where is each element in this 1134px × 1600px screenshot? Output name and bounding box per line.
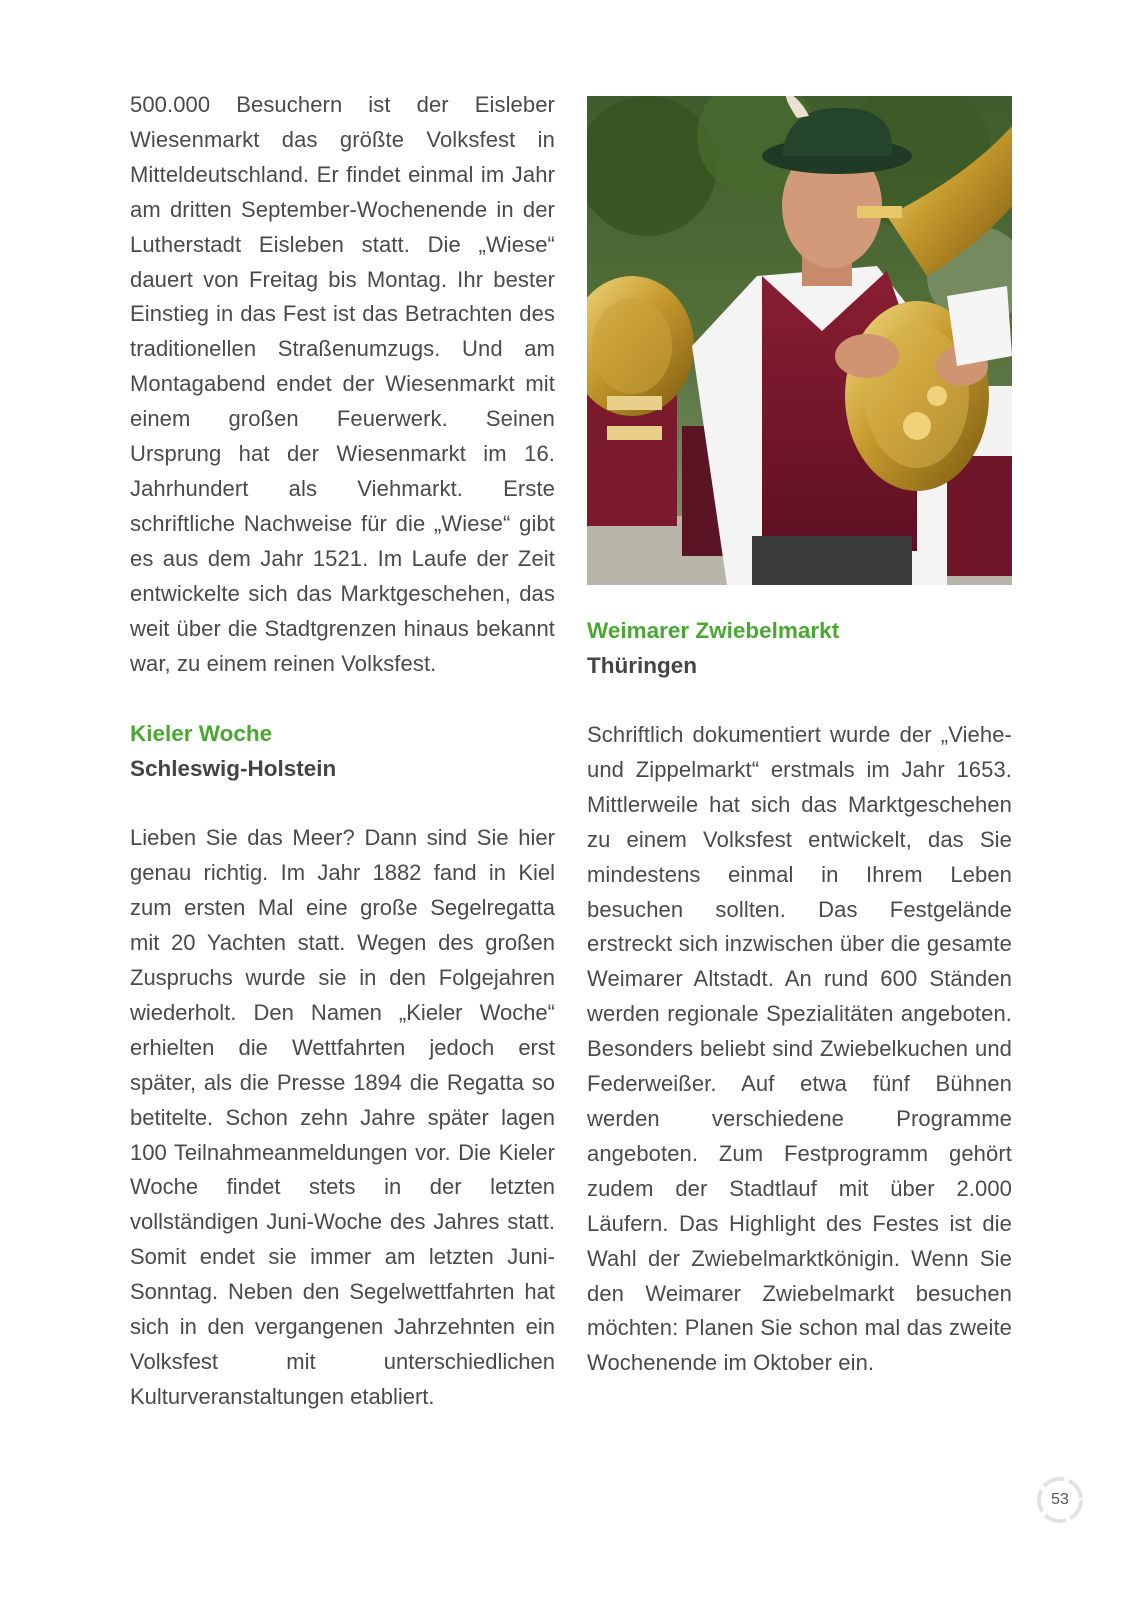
- spacer: [130, 681, 555, 716]
- left-column: [130, 88, 555, 1415]
- section-title-weimarer-zwiebelmarkt: Weimarer Zwiebelmarkt: [587, 618, 840, 643]
- zwiebelmarkt-heading-block: [587, 613, 1012, 683]
- photo-illustration: [587, 96, 1012, 585]
- right-column: [587, 96, 1012, 1381]
- intro-paragraph: 500.000 Besuchern ist der Eisleber Wiesenmarkt das größte Volksfest in Mitteldeutschland. Er findet einmal im Jahr am dritten September-Wochenende in der Lutherstadt Eisleben statt. Die „Wiese“ dauert von Freitag bis Montag. Ihr bester Einstieg in das Fest ist das Betrachten des traditionellen Straßenumzugs. Und am Montagabend endet der Wiesenmarkt mit einem großen Feuerwerk. Seinen Ursprung hat der Wiesenmarkt im 16. Jahrhundert als Viehmarkt. Erste schriftliche Nachweise für die „Wiese“ gibt es aus dem Jahr 1521. Im Laufe der Zeit entwickelte sich das Marktgeschehen, das weit über die Stadtgrenzen hinaus bekannt war, zu einem reinen Volksfest.: [130, 92, 555, 676]
- section-title-kieler-woche: Kieler Woche: [130, 721, 273, 747]
- page-number: 53: [1051, 1491, 1069, 1508]
- zwiebelmarkt-paragraph: Schriftlich dokumentiert wurde der „Viehe- und Zippelmarkt“ erstmals im Jahr 1653. Mittlerweile hat sich das Marktgeschehen zu einem Volksfest entwickelt, das Sie mindestens einmal in Ihrem Leben besuchen sollten. Das Festgelände erstreckt sich inzwischen über die gesamte Weimarer Altstadt. An rund 600 Ständen werden regionale Spezialitäten angeboten. Besonders beliebt sind Zwiebelkuchen und Federweißer. Auf etwa fünf Bühnen werden verschiedene Programme angeboten. Zum Festprogramm gehört zudem der Stadtlauf mit über 2.000 Läufern. Das Highlight des Festes ist die Wahl der Zwiebelmarktkönigin. Wenn Sie den Weimarer Zwiebelmarkt besuchen möchten: Planen Sie schon mal das zweite Wochenende im Oktober ein.: [587, 722, 1012, 1376]
- brass-band-musician-photo: [587, 96, 1012, 585]
- page-number-badge: [1034, 1474, 1086, 1526]
- spacer: [587, 683, 1012, 718]
- section-region-thueringen: Thüringen: [587, 653, 697, 678]
- spacer: [130, 786, 555, 821]
- section-region-schleswig-holstein: Schleswig-Holstein: [130, 756, 337, 782]
- kieler-woche-paragraph: Lieben Sie das Meer? Dann sind Sie hier genau richtig. Im Jahr 1882 fand in Kiel zum ersten Mal eine große Segelregatta mit 20 Yachten statt. Wegen des großen Zuspruchs wurde sie in den Folgejahren wiederholt. Den Namen „Kieler Woche“ erhielten die Wettfahrten jedoch erst später, als die Presse 1894 die Regatta so betitelte. Schon zehn Jahre später lagen 100 Teilnahmeanmeldungen vor. Die Kieler Woche findet stets in der letzten vollständigen Juni-Woche des Jahres statt. Somit endet sie immer am letzten Juni-Sonntag. Neben den Segelwettfahrten hat sich in den vergangenen Jahrzehnten ein Volksfest mit unterschiedlichen Kulturveranstaltungen etabliert.: [130, 825, 555, 1409]
